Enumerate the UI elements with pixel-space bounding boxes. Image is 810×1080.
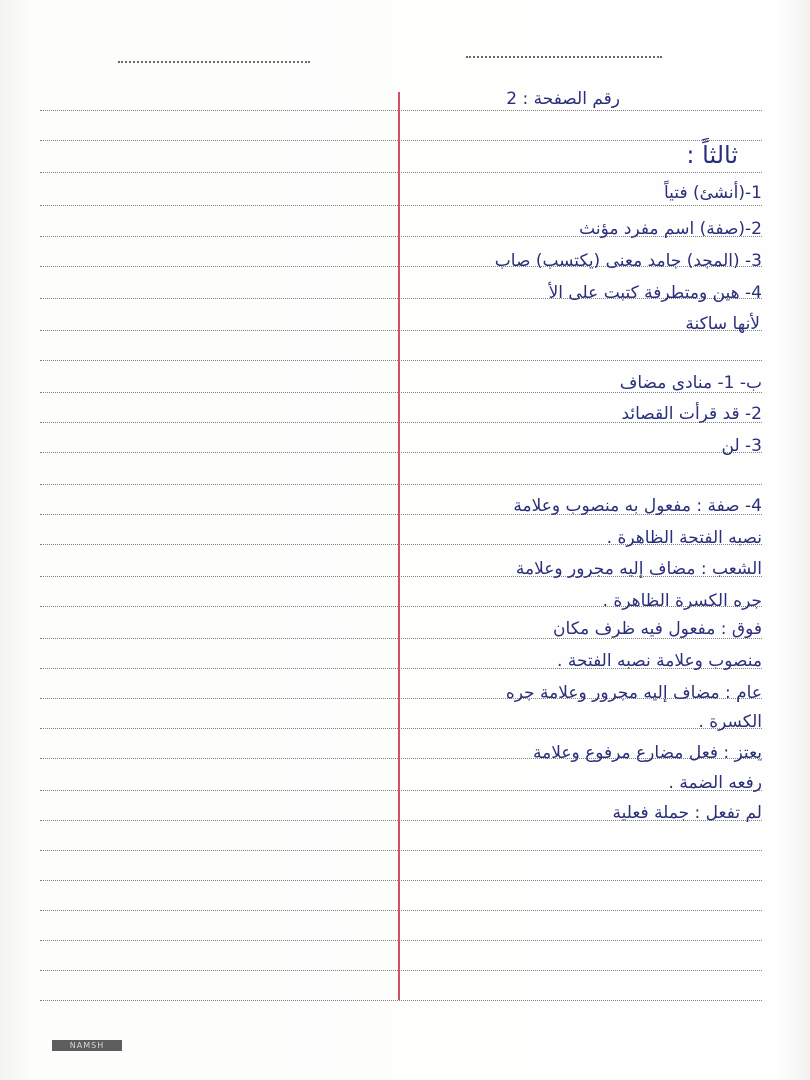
page-number-line: رقم الصفحة : 2 xyxy=(506,89,620,109)
red-margin-line xyxy=(398,92,400,1000)
answer-line-10: نصبه الفتحة الظاهرة . xyxy=(606,528,762,548)
answer-line-19: لم تفعل : جملة فعلية xyxy=(612,803,762,823)
ruled-line xyxy=(40,140,762,141)
answer-line-14: منصوب وعلامة نصبه الفتحة . xyxy=(557,651,762,671)
answer-line-18: رفعه الضمة . xyxy=(668,773,762,793)
ruled-line xyxy=(40,172,762,173)
ruled-line xyxy=(40,880,762,881)
ruled-line xyxy=(40,940,762,941)
section-heading: ثالثاً : xyxy=(686,141,738,169)
header-dotted-line-left xyxy=(118,61,310,63)
answer-line-4: 4- هين ومتطرفة كتبت على الأ xyxy=(548,283,762,303)
answer-line-17: يعتز : فعل مضارع مرفوع وعلامة xyxy=(532,743,762,763)
answer-line-2: 2-(صفة) اسم مفرد مؤنث xyxy=(579,219,762,239)
notebook-brand-label: NAMSH xyxy=(52,1040,122,1051)
ruled-line xyxy=(40,910,762,911)
answer-line-16: الكسرة . xyxy=(698,712,762,732)
ruled-line xyxy=(40,360,762,361)
ruled-line xyxy=(40,790,762,791)
ruled-line xyxy=(40,484,762,485)
header-dotted-line-right xyxy=(466,56,662,58)
answer-line-12: جره الكسرة الظاهرة . xyxy=(602,591,762,611)
ruled-line xyxy=(40,850,762,851)
answer-line-15: عام : مضاف إليه مجرور وعلامة جره xyxy=(505,683,762,703)
ruled-line xyxy=(40,330,762,331)
answer-line-11: الشعب : مضاف إليه مجرور وعلامة xyxy=(515,559,762,579)
answer-line-6: ب- 1- منادى مضاف xyxy=(619,373,762,393)
answer-line-9: 4- صفة : مفعول به منصوب وعلامة xyxy=(513,496,762,516)
answer-line-7: 2- قد قرأت القصائد xyxy=(621,404,762,424)
answer-line-3: 3- (المجد) جامد معنى (يكتسب) صاب xyxy=(494,251,762,271)
ruled-line xyxy=(40,970,762,971)
answer-line-1: 1-(أنشئ) فتياً xyxy=(664,183,762,203)
ruled-line xyxy=(40,205,762,206)
ruled-line xyxy=(40,1000,762,1001)
answer-line-8: 3- لن xyxy=(721,436,762,456)
answer-line-13: فوق : مفعول فيه ظرف مكان xyxy=(553,619,762,639)
ruled-line xyxy=(40,452,762,453)
answer-line-5: لأنها ساكنة xyxy=(685,314,760,334)
ruled-line xyxy=(40,110,762,111)
ruled-line xyxy=(40,728,762,729)
